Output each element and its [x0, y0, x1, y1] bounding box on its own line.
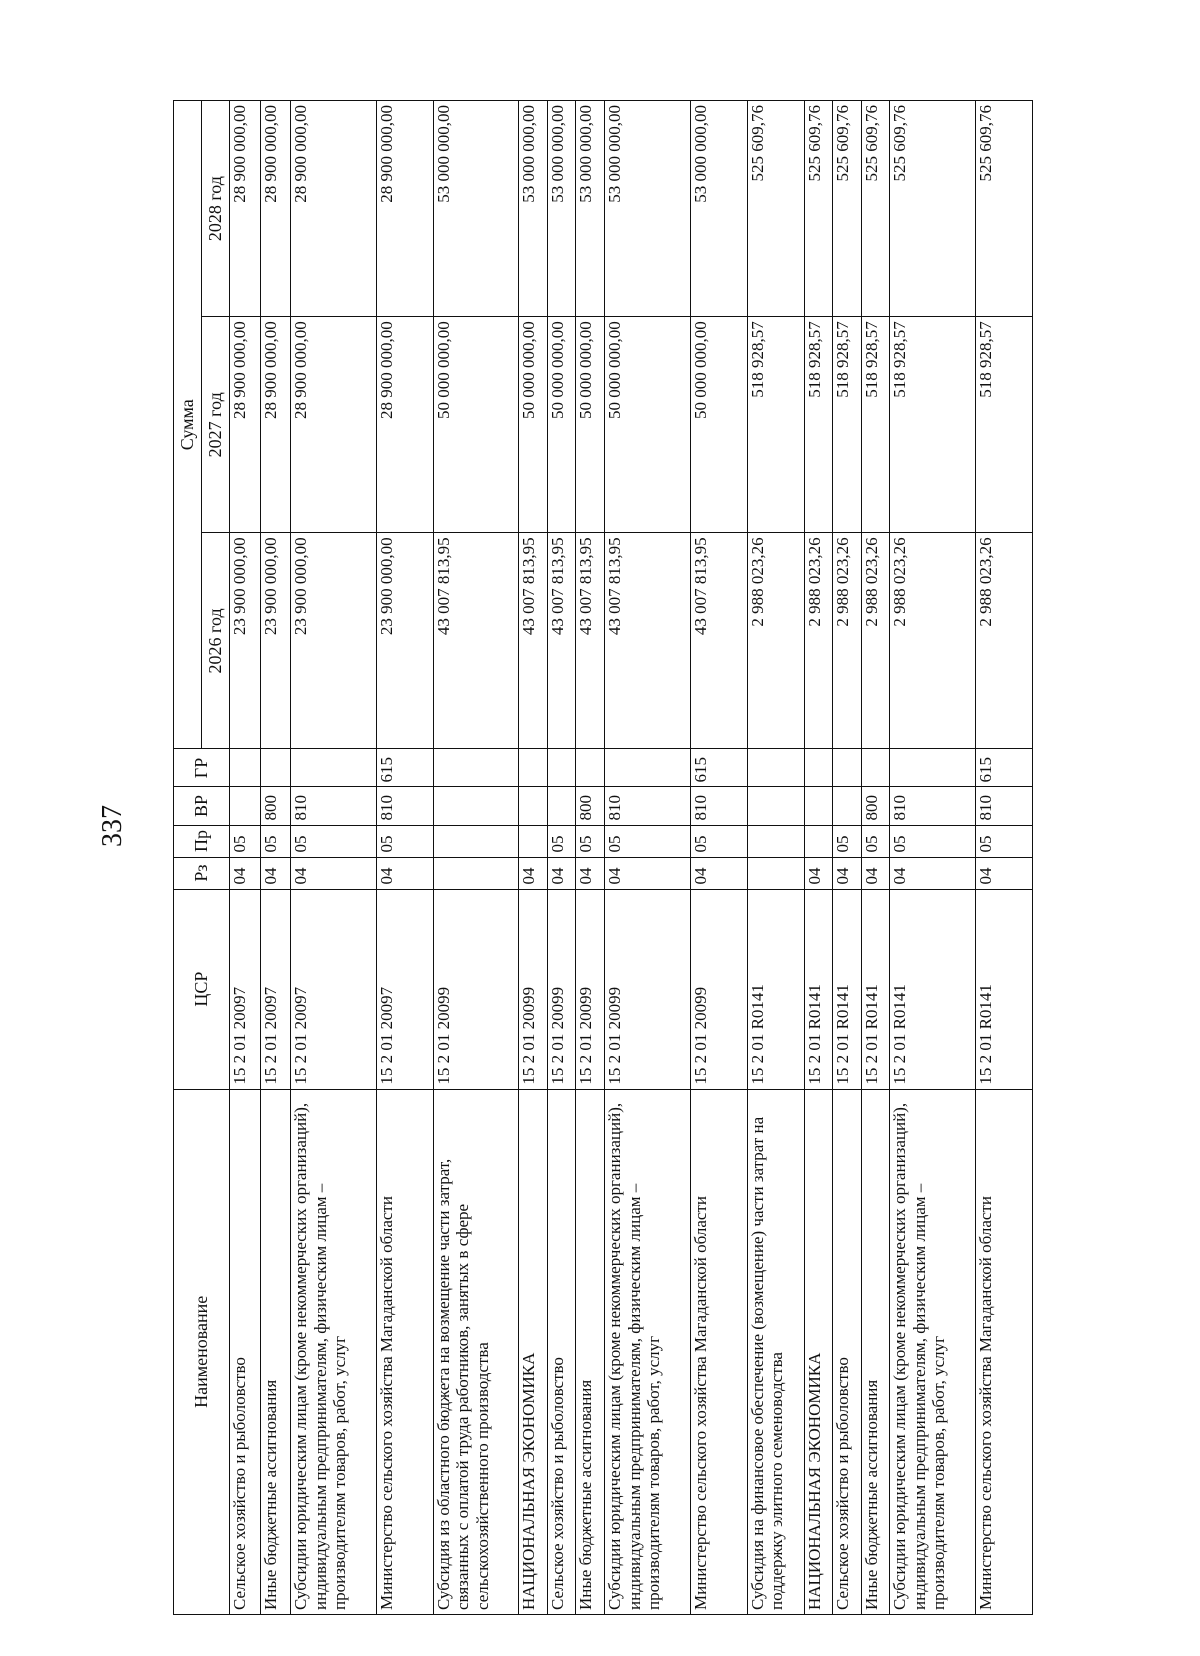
row-rz [433, 857, 519, 889]
row-sum-2026: 2 988 023,26 [833, 533, 862, 749]
row-pr: 05 [230, 825, 261, 857]
row-csr: 15 2 01 20097 [291, 889, 377, 1089]
row-rz [747, 857, 804, 889]
row-rz: 04 [604, 857, 690, 889]
table-row [604, 101, 690, 1615]
budget-table [173, 100, 1033, 1615]
row-name: Сельское хозяйство и рыболовство [547, 1089, 576, 1614]
rotated-table-wrapper [173, 100, 1033, 1615]
row-vr [230, 787, 261, 825]
page-number: 337 [97, 805, 128, 847]
row-vr [433, 787, 519, 825]
row-rz: 04 [291, 857, 377, 889]
row-sum-2027: 518 928,57 [833, 317, 862, 533]
row-name: Иные бюджетные ассигнования [861, 1089, 890, 1614]
row-csr: 15 2 01 20099 [519, 889, 548, 1089]
row-sum-2028: 53 000 000,00 [690, 101, 747, 317]
row-pr: 05 [291, 825, 377, 857]
row-vr [519, 787, 548, 825]
row-name: Министерство сельского хозяйства Магаданской области [975, 1089, 1032, 1614]
row-rz: 04 [230, 857, 261, 889]
header-2026: 2026 год [202, 533, 230, 749]
row-pr: 05 [376, 825, 433, 857]
table-header [174, 101, 230, 1615]
row-sum-2028: 28 900 000,00 [376, 101, 433, 317]
row-sum-2027: 28 900 000,00 [291, 317, 377, 533]
row-gr [576, 749, 605, 787]
row-sum-2026: 43 007 813,95 [604, 533, 690, 749]
row-name: Сельское хозяйство и рыболовство [833, 1089, 862, 1614]
row-sum-2028: 53 000 000,00 [433, 101, 519, 317]
row-sum-2028: 525 609,76 [804, 101, 833, 317]
table-row [576, 101, 605, 1615]
row-csr: 15 2 01 20099 [604, 889, 690, 1089]
row-pr: 05 [975, 825, 1032, 857]
row-rz: 04 [861, 857, 890, 889]
row-sum-2027: 50 000 000,00 [604, 317, 690, 533]
header-name: Наименование [174, 1089, 230, 1614]
row-csr: 15 2 01 20097 [230, 889, 261, 1089]
row-csr: 15 2 01 20097 [260, 889, 291, 1089]
row-vr [547, 787, 576, 825]
row-gr [230, 749, 261, 787]
row-rz: 04 [260, 857, 291, 889]
table-row [519, 101, 548, 1615]
table-row [433, 101, 519, 1615]
row-sum-2028: 525 609,76 [861, 101, 890, 317]
row-csr: 15 2 01 R0141 [833, 889, 862, 1089]
row-sum-2028: 525 609,76 [833, 101, 862, 317]
row-gr [433, 749, 519, 787]
row-sum-2028: 525 609,76 [975, 101, 1032, 317]
row-sum-2027: 50 000 000,00 [547, 317, 576, 533]
row-sum-2027: 518 928,57 [804, 317, 833, 533]
row-rz: 04 [690, 857, 747, 889]
row-sum-2026: 43 007 813,95 [576, 533, 605, 749]
row-vr [833, 787, 862, 825]
row-pr [433, 825, 519, 857]
row-name: Иные бюджетные ассигнования [260, 1089, 291, 1614]
row-gr [833, 749, 862, 787]
table-body [230, 101, 1033, 1615]
row-csr: 15 2 01 R0141 [975, 889, 1032, 1089]
row-sum-2027: 518 928,57 [861, 317, 890, 533]
row-name: НАЦИОНАЛЬНАЯ ЭКОНОМИКА [804, 1089, 833, 1614]
row-csr: 15 2 01 20099 [576, 889, 605, 1089]
table-row [747, 101, 804, 1615]
row-name: Субсидии юридическим лицам (кроме некоммерческих организаций), индивидуальным предпринимателям, физическим лицам – производителям товаров, работ, услуг [291, 1089, 377, 1614]
row-gr: 615 [690, 749, 747, 787]
row-sum-2028: 28 900 000,00 [291, 101, 377, 317]
row-sum-2027: 518 928,57 [890, 317, 976, 533]
row-sum-2026: 43 007 813,95 [690, 533, 747, 749]
row-name: Иные бюджетные ассигнования [576, 1089, 605, 1614]
header-2027: 2027 год [202, 317, 230, 533]
row-vr: 810 [690, 787, 747, 825]
row-sum-2027: 28 900 000,00 [376, 317, 433, 533]
row-sum-2026: 43 007 813,95 [547, 533, 576, 749]
row-sum-2026: 23 900 000,00 [376, 533, 433, 749]
header-csr: ЦСР [174, 889, 230, 1089]
table-row [547, 101, 576, 1615]
row-name: Министерство сельского хозяйства Магаданской области [376, 1089, 433, 1614]
row-name: Министерство сельского хозяйства Магаданской области [690, 1089, 747, 1614]
row-gr [260, 749, 291, 787]
row-gr [519, 749, 548, 787]
row-sum-2028: 28 900 000,00 [260, 101, 291, 317]
row-vr: 810 [291, 787, 377, 825]
header-sum: Сумма [174, 101, 202, 749]
row-sum-2028: 53 000 000,00 [604, 101, 690, 317]
table-row [975, 101, 1032, 1615]
table-row [804, 101, 833, 1615]
table-row [230, 101, 261, 1615]
row-sum-2027: 50 000 000,00 [690, 317, 747, 533]
row-rz: 04 [576, 857, 605, 889]
row-pr: 05 [604, 825, 690, 857]
row-sum-2026: 43 007 813,95 [433, 533, 519, 749]
row-sum-2026: 23 900 000,00 [291, 533, 377, 749]
row-pr: 05 [833, 825, 862, 857]
row-gr [291, 749, 377, 787]
row-pr [804, 825, 833, 857]
table-row [890, 101, 976, 1615]
row-vr: 800 [861, 787, 890, 825]
row-csr: 15 2 01 R0141 [861, 889, 890, 1089]
row-gr [890, 749, 976, 787]
row-gr [747, 749, 804, 787]
row-pr: 05 [861, 825, 890, 857]
row-name: НАЦИОНАЛЬНАЯ ЭКОНОМИКА [519, 1089, 548, 1614]
row-vr: 800 [576, 787, 605, 825]
row-csr: 15 2 01 20099 [690, 889, 747, 1089]
row-csr: 15 2 01 20099 [433, 889, 519, 1089]
row-gr [861, 749, 890, 787]
row-pr: 05 [690, 825, 747, 857]
row-pr: 05 [890, 825, 976, 857]
row-csr: 15 2 01 R0141 [890, 889, 976, 1089]
row-gr [547, 749, 576, 787]
row-name: Сельское хозяйство и рыболовство [230, 1089, 261, 1614]
row-pr: 05 [547, 825, 576, 857]
row-sum-2028: 525 609,76 [890, 101, 976, 317]
row-sum-2027: 518 928,57 [975, 317, 1032, 533]
row-sum-2026: 2 988 023,26 [890, 533, 976, 749]
row-vr: 810 [975, 787, 1032, 825]
table-row [376, 101, 433, 1615]
row-sum-2027: 28 900 000,00 [260, 317, 291, 533]
table-row [833, 101, 862, 1615]
row-vr [747, 787, 804, 825]
row-rz: 04 [833, 857, 862, 889]
row-pr: 05 [576, 825, 605, 857]
row-sum-2027: 50 000 000,00 [519, 317, 548, 533]
row-sum-2027: 518 928,57 [747, 317, 804, 533]
row-sum-2026: 43 007 813,95 [519, 533, 548, 749]
row-name: Субсидия из областного бюджета на возмещение части затрат, связанных с оплатой труда работников, занятых в сфере сельскохозяйственного производства [433, 1089, 519, 1614]
row-rz: 04 [804, 857, 833, 889]
row-rz: 04 [890, 857, 976, 889]
row-csr: 15 2 01 R0141 [747, 889, 804, 1089]
row-gr [604, 749, 690, 787]
row-vr: 800 [260, 787, 291, 825]
row-sum-2026: 23 900 000,00 [260, 533, 291, 749]
row-rz: 04 [975, 857, 1032, 889]
row-vr: 810 [890, 787, 976, 825]
table-row [690, 101, 747, 1615]
row-sum-2026: 2 988 023,26 [804, 533, 833, 749]
row-sum-2027: 50 000 000,00 [576, 317, 605, 533]
row-csr: 15 2 01 20097 [376, 889, 433, 1089]
table-row [291, 101, 377, 1615]
row-name: Субсидии юридическим лицам (кроме некоммерческих организаций), индивидуальным предпринимателям, физическим лицам – производителям товаров, работ, услуг [890, 1089, 976, 1614]
row-vr [804, 787, 833, 825]
row-sum-2026: 23 900 000,00 [230, 533, 261, 749]
row-sum-2028: 53 000 000,00 [547, 101, 576, 317]
row-sum-2028: 53 000 000,00 [519, 101, 548, 317]
row-sum-2026: 2 988 023,26 [975, 533, 1032, 749]
row-sum-2027: 50 000 000,00 [433, 317, 519, 533]
row-vr: 810 [376, 787, 433, 825]
row-rz: 04 [376, 857, 433, 889]
row-csr: 15 2 01 R0141 [804, 889, 833, 1089]
row-sum-2027: 28 900 000,00 [230, 317, 261, 533]
header-2028: 2028 год [202, 101, 230, 317]
row-rz: 04 [519, 857, 548, 889]
row-name: Субсидия на финансовое обеспечение (возмещение) части затрат на поддержку элитного семеноводства [747, 1089, 804, 1614]
row-pr [747, 825, 804, 857]
row-pr [519, 825, 548, 857]
row-name: Субсидии юридическим лицам (кроме некоммерческих организаций), индивидуальным предпринимателям, физическим лицам – производителям товаров, работ, услуг [604, 1089, 690, 1614]
row-csr: 15 2 01 20099 [547, 889, 576, 1089]
row-gr [804, 749, 833, 787]
row-sum-2026: 2 988 023,26 [747, 533, 804, 749]
row-gr: 615 [975, 749, 1032, 787]
header-pr: Пр [174, 825, 230, 857]
row-rz: 04 [547, 857, 576, 889]
row-gr: 615 [376, 749, 433, 787]
header-gr: ГР [174, 749, 230, 787]
row-sum-2026: 2 988 023,26 [861, 533, 890, 749]
row-vr: 810 [604, 787, 690, 825]
table-row [861, 101, 890, 1615]
row-sum-2028: 525 609,76 [747, 101, 804, 317]
row-pr: 05 [260, 825, 291, 857]
header-rz: Рз [174, 857, 230, 889]
row-sum-2028: 53 000 000,00 [576, 101, 605, 317]
header-vr: ВР [174, 787, 230, 825]
table-row [260, 101, 291, 1615]
row-sum-2028: 28 900 000,00 [230, 101, 261, 317]
